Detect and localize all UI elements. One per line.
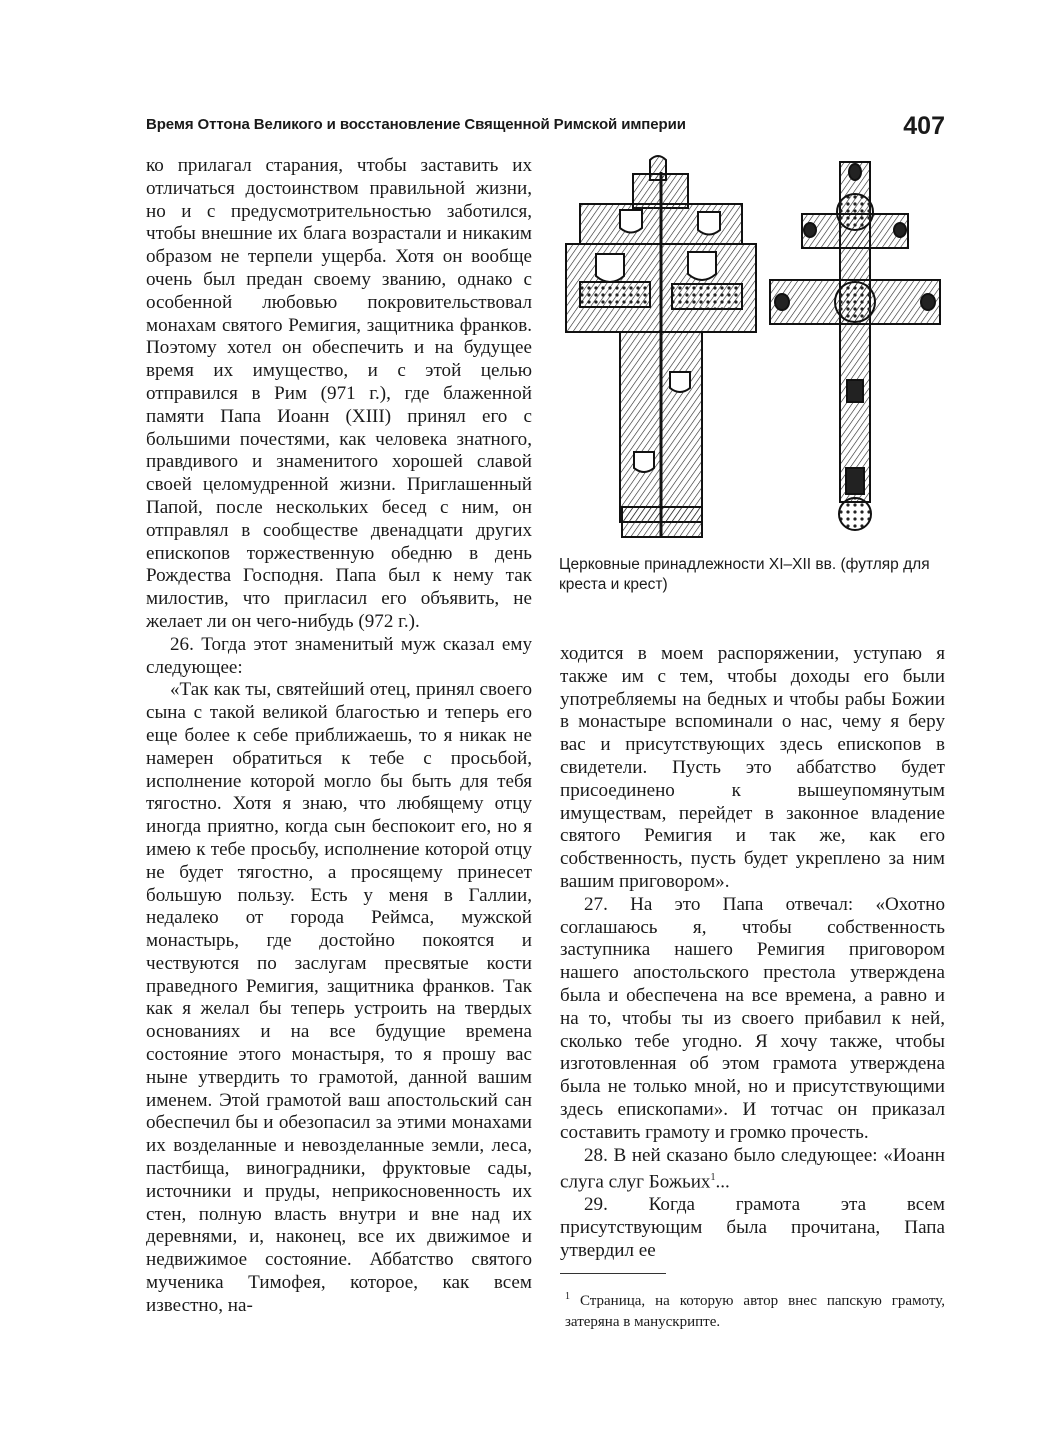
page-number: 407 [903, 112, 945, 140]
paragraph: 26. Тогда этот знаменитый муж сказал ему следующее: [146, 633, 532, 678]
running-title: Время Оттона Великого и восстановление Священной Римской империи [146, 116, 686, 133]
paragraph-text: 28. В ней сказано было следующее: «Иоанн слуга слуг Божьих [560, 1144, 945, 1193]
jeweled-cross-drawing [770, 162, 940, 530]
paragraph: ко прилагал старания, чтобы заставить их отличаться достоинством правильной жизни, но и с предусмотрительностью заботился, чтобы внешние их блага возрастали и никаким образом не терпели ущерба. Хотя он вообще очень был предан своему званию, однако с особенной любовью покровительствовал монахам святого Ремигия, защитника франков. Поэтому хотел он обеспечить и на будущее время их имущество, и с этой целью отправился в Рим (971 г.), где блаженной памяти Папа Иоанн (XIII) принял его с большими почестями, как человека знатного, правдивого и знаменитого хорошей славой своей целомудренной жизни. Приглашенный Папой, после нескольких бесед с ним, он отправлял в сообществе двенадцати других епископов торжественную обедню в день Рождества Господня. Папа был к нему так милостив, что пригласил его объявить, не желает ли он чего-нибудь (972 г.). [146, 155, 532, 632]
paragraph: 27. На это Папа отвечал: «Охотно соглашаюсь я, чтобы собственность заступника нашего Ремигия приговором нашего апостольского престола утверждена была и обеспечена на все времена, а равно и на то, чтобы ты из своего прибавил к ней, сколько тебе угодно. Я хочу также, чтобы изготовленная об этом грамота утверждена была не только мной, но и присутствующими здесь епископами». И тотчас он приказал составить грамоту и громко прочесть. [560, 893, 945, 1143]
footnote-divider [560, 1273, 666, 1274]
right-column [560, 643, 945, 1263]
paragraph: «Так как ты, святейший отец, принял своего сына с такой великой благостью и теперь его еще более к себе приближаешь, то я никак не намерен обратиться к тебе с просьбой, исполнение которой могло бы быть для тебя тягостно. Хотя я знаю, что любящему отцу иногда приятно, когда сын беспокоит его, но я имею к тебе просьбу, исполнение которой отцу не будет тягостно, а просящему принесет большую пользу. Есть у меня в Галлии, недалеко от города Реймса, мужской монастырь, где достойно покоятся и чествуются по заслугам пресвятые кости праведного Ремигия, защитника франков. Так как я желал бы теперь устроить на твердых основаниях и на все будущие времена состояние этого монастыря, то я прошу вас ныне утвердить то грамотой, данной вашим именем. Этой грамотой ваш апостольский сан обеспечил бы и обезопасил за этими монахами их возделанные и невозделанные земли, леса, пастбища, виноградники, фруктовые сады, источники и пруды, неприкосновенность их стен, полную власть внутри и вне над их деревнями, и, наконец, все их движимое и недвижимое состояние. Аббатство святого мученика Тимофея, которое, как всем известно, на- [146, 679, 532, 1316]
paragraph: ходится в моем распоряжении, уступаю я также им с тем, чтобы доходы его были употребляемы на бедных и чтобы рабы Божии в монастыре вспоминали о нас, чему я беру вас и присутствующих здесь епископов в свидетели. Пусть это аббатство будет присоединено к вышеупомянутым имуществам, перейдет в законное владение святого Ремигия и так же, как его собственность, пусть будет укреплено за ним вашим приговором». [560, 643, 945, 892]
reliquary-case-drawing [566, 156, 756, 537]
footnote-text: Страница, на которую автор внес папскую грамоту, затеряна в манускрипте. [565, 1293, 945, 1330]
left-column [146, 155, 532, 1318]
footnote-marker: 1 [565, 1291, 570, 1302]
figure-caption: Церковные принадлежности XI–XII вв. (футляр для креста и крест) [559, 556, 930, 593]
cross-engraving-image [558, 152, 946, 552]
paragraph-ellipsis: ... [715, 1171, 730, 1193]
footnote-reference[interactable]: 1 [710, 1172, 716, 1184]
paragraph: 29. Когда грамота эта всем присутствующим была прочитана, Папа утвердил ее [560, 1194, 945, 1262]
footnote [565, 1286, 945, 1333]
paragraph [560, 1145, 945, 1195]
figure-cross-illustration [558, 152, 946, 552]
